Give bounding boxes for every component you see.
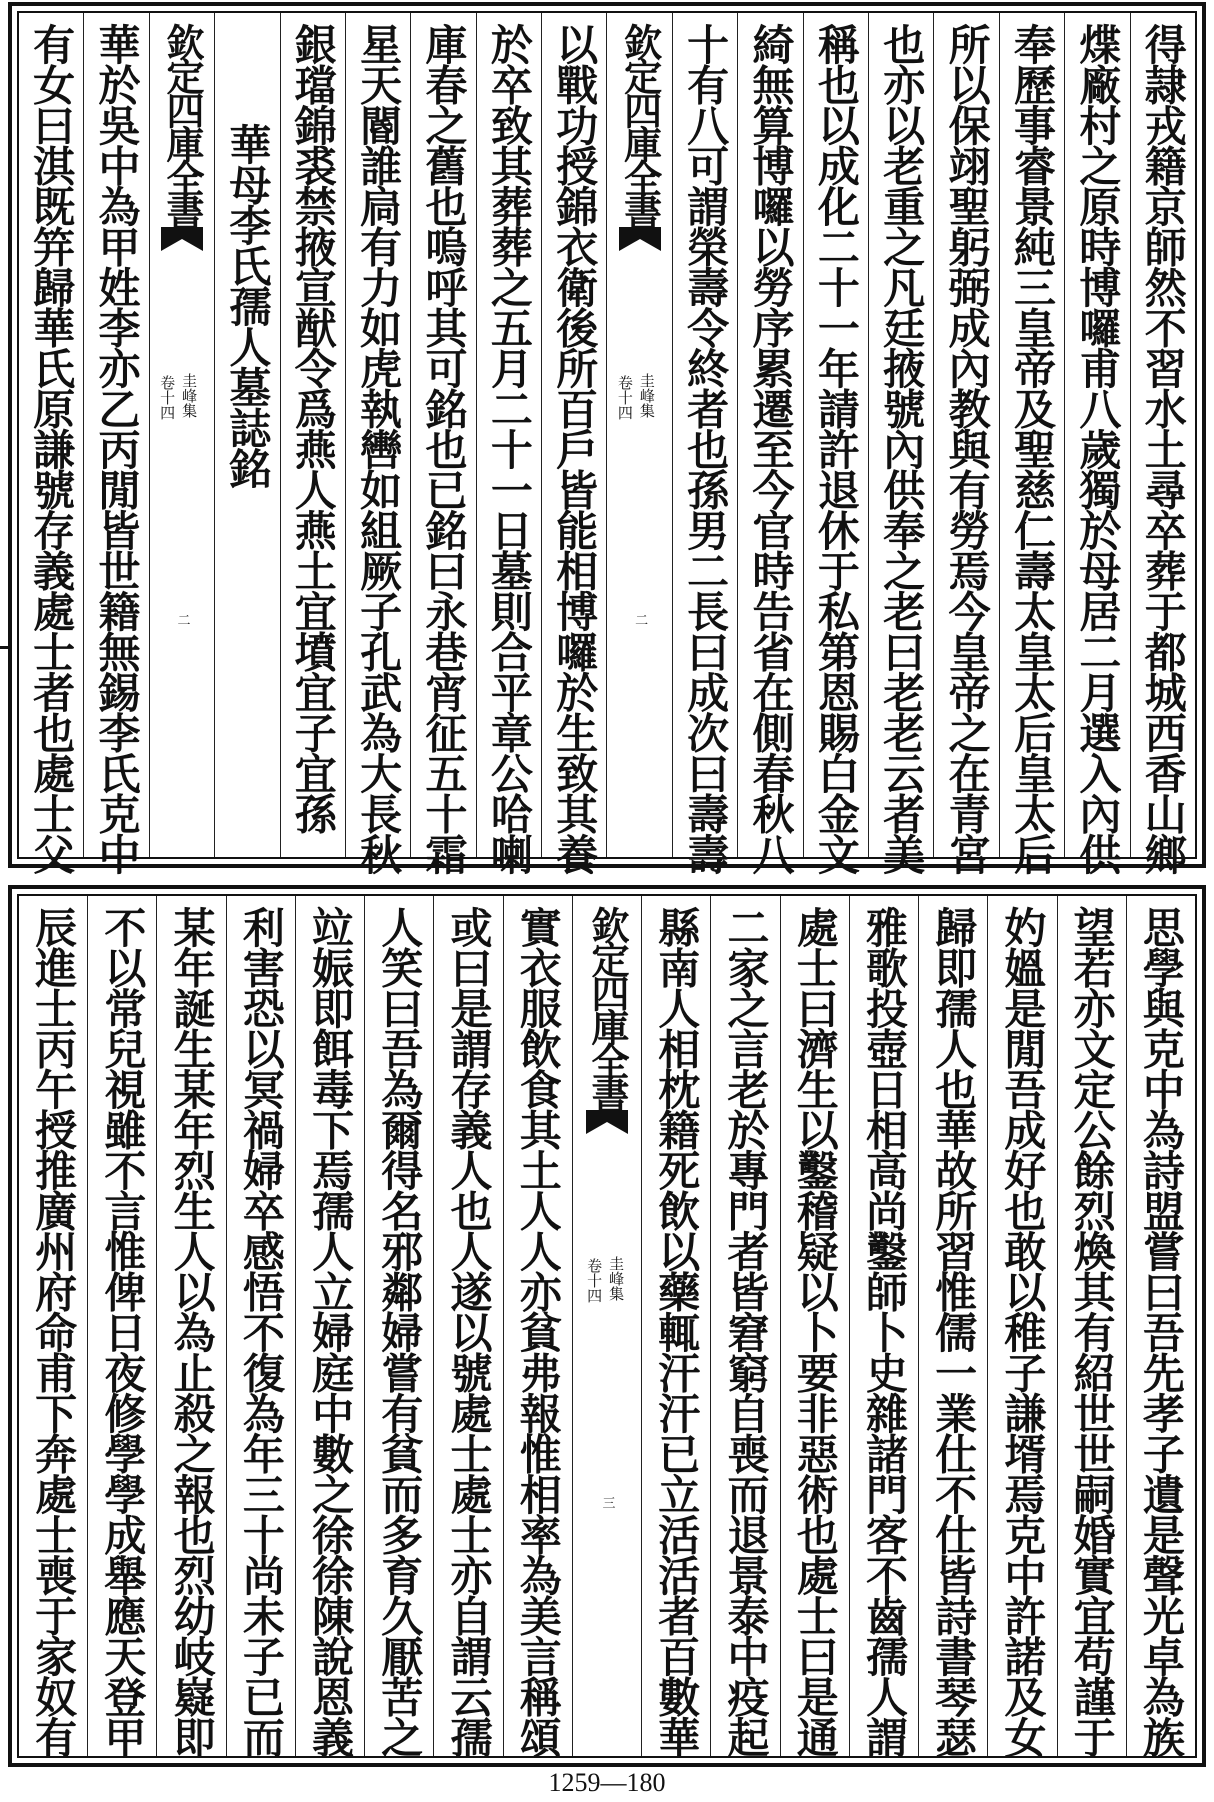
- leaf-number: 三: [599, 1496, 615, 1509]
- margin-tick: [0, 646, 8, 649]
- text-column: [999, 13, 1064, 874]
- fishtail-mark-icon: [586, 1110, 628, 1138]
- band-wrap: [573, 896, 641, 1756]
- column-text: 雅歌投壺日相高尚鑿師卜史雜諸門客不齒孺人謂: [859, 906, 909, 1757]
- text-column: [433, 896, 502, 1756]
- column-text: 不以常兒視雖不言惟俾日夜修學學成舉應天登甲: [98, 906, 148, 1757]
- leaf-number: 二: [174, 613, 190, 626]
- text-column: [780, 896, 849, 1756]
- column-text: 辰進士丙午授推廣州府命甫下奔處士喪于家奴有: [29, 906, 79, 1757]
- column-text: 人笑曰吾為爾得名邪鄰婦嘗有貧而多育久厭苦之: [375, 906, 425, 1757]
- text-column: [226, 896, 295, 1756]
- text-column: [19, 13, 83, 874]
- text-column: [672, 13, 737, 874]
- column-text: 煠廠村之原時博囉甫八歲獨於母居二月選入內供: [1073, 23, 1123, 874]
- column-text: 綺無算博囉以勞序累遷至今官時告省在側春秋八: [746, 23, 796, 874]
- column-text: 實衣服飲食其土人人亦貧弗報惟相率為美言稱頌: [513, 906, 563, 1757]
- text-column: [476, 13, 541, 874]
- text-column: [83, 13, 148, 874]
- text-column: [933, 13, 998, 874]
- fold-band: [149, 13, 214, 857]
- text-column: [214, 13, 279, 857]
- column-text: 竝娠即餌毒下焉孺人立婦庭中數之徐徐陳說恩義: [306, 906, 356, 1757]
- text-column: [803, 13, 868, 874]
- fishtail-mark-icon: [619, 227, 661, 255]
- text-column: [364, 896, 433, 1756]
- fishtail-mark-icon: [161, 227, 203, 255]
- column-text: 華於吳中為甲姓李亦乙丙閒皆世籍無錫李氏克中: [92, 23, 142, 874]
- volume-label: 卷十四: [585, 1258, 604, 1303]
- text-column: [541, 13, 606, 874]
- volume-label: 卷十四: [615, 375, 634, 420]
- fold-band: [606, 13, 671, 857]
- column-text: 歸即孺人也華故所習惟儒一業仕不仕皆詩書琴瑟: [929, 906, 979, 1757]
- column-text: 思學與克中為詩盟嘗曰吾先孝子遺是聲光卓為族: [1136, 906, 1186, 1757]
- column-text: 銀璫錦裘禁掖宣猷令爲燕人燕土宜墳宜子宜孫: [288, 23, 338, 833]
- book-name: 圭峰集: [180, 373, 199, 418]
- text-column: [295, 896, 364, 1756]
- text-column: [868, 13, 933, 874]
- text-column: [710, 896, 779, 1756]
- text-column: [737, 13, 802, 874]
- text-column: [1057, 896, 1126, 1756]
- text-column: [19, 896, 87, 1756]
- column-text: 所以保翊聖躬弼成內教與有勞焉今皇帝之在青宮: [942, 23, 992, 874]
- column-text: 望若亦文定公餘烈煥其有紹世世嗣婚實宜苟謹于: [1067, 906, 1117, 1757]
- column-text: 二家之言老於專門者皆窘窮自喪而退景泰中疫起: [721, 906, 771, 1757]
- bottom-inner-frame: [17, 894, 1197, 1758]
- column-text: 星天閽誰扃有力如虎執轡如組厥子孔武為大長秋: [354, 23, 404, 874]
- book-name: 圭峰集: [607, 1256, 626, 1301]
- text-column: [87, 896, 156, 1756]
- column-text: 有女曰淇既笄歸華氏原謙號存義處士者也處士父: [27, 23, 77, 874]
- volume-label: 卷十四: [158, 375, 177, 420]
- top-text-columns: [19, 13, 1195, 874]
- library-title: 欽定四庫全書: [617, 23, 663, 227]
- column-text: 利害恐以冥禍婦卒感悟不復為年三十尚未子已而: [236, 906, 286, 1757]
- column-text: 庫春之舊也嗚呼其可銘也已銘曰永巷宵征五十霜: [419, 23, 469, 874]
- text-column: [1126, 896, 1195, 1756]
- band-wrap: [150, 13, 214, 857]
- library-title: 欽定四庫全書: [159, 23, 205, 227]
- text-column: [987, 896, 1056, 1756]
- column-text: 以戰功授錦衣衛後所百戶皆能相博囉於生致其養: [550, 23, 600, 874]
- band-wrap: [607, 13, 671, 857]
- text-column: [849, 896, 918, 1756]
- column-text: 妁媼是閒吾成好也敢以稚子謙壻焉克中許諾及女: [998, 906, 1048, 1757]
- column-text: 十有八可謂榮壽令終者也孫男二長曰成次曰壽壽: [681, 23, 731, 874]
- column-text: 或曰是謂存義人也人遂以號處士處士亦自謂云孺: [444, 906, 494, 1757]
- text-column: [1064, 13, 1129, 874]
- text-column: [410, 13, 475, 874]
- column-text: 稱也以成化二十一年請許退休于私第恩賜白金文: [811, 23, 861, 874]
- column-text: 華母李氏孺人墓誌銘: [223, 123, 273, 488]
- column-text: 處士曰濟生以鑿稽疑以卜要非惡術也處士曰是通: [790, 906, 840, 1757]
- page-number: 1259—180: [548, 1768, 666, 1797]
- text-column: [280, 13, 345, 857]
- text-column: [641, 896, 710, 1756]
- column-text: 於卒致其葬葬之五月二十一日墓則合平章公哈喇: [484, 23, 534, 874]
- fold-band: [572, 896, 641, 1756]
- top-inner-frame: [17, 11, 1197, 874]
- bottom-text-columns: [19, 896, 1195, 1756]
- column-text: 縣南人相枕籍死飲以藥輒汗汗已立活活者百數華: [652, 906, 702, 1757]
- top-page-panel: [8, 2, 1206, 874]
- column-text: 得隷戎籍京師然不習水土尋卒葬于都城西香山鄉: [1138, 23, 1188, 874]
- column-text: 奉歷事睿景純三皇帝及聖慈仁壽太皇太后皇太后: [1008, 23, 1058, 874]
- bottom-page-panel: [8, 885, 1206, 1767]
- text-column: [156, 896, 225, 1756]
- column-text: 也亦以老重之凡廷掖號內供奉之老曰老老云者美: [877, 23, 927, 874]
- column-text: 某年誕生某年烈生人以為止殺之報也烈幼岐嶷即: [167, 906, 217, 1757]
- book-name: 圭峰集: [637, 373, 656, 418]
- text-column: [345, 13, 410, 874]
- text-column: [1130, 13, 1195, 874]
- library-title: 欽定四庫全書: [585, 906, 630, 1110]
- text-column: [503, 896, 572, 1756]
- leaf-number: 二: [632, 613, 648, 626]
- text-column: [918, 896, 987, 1756]
